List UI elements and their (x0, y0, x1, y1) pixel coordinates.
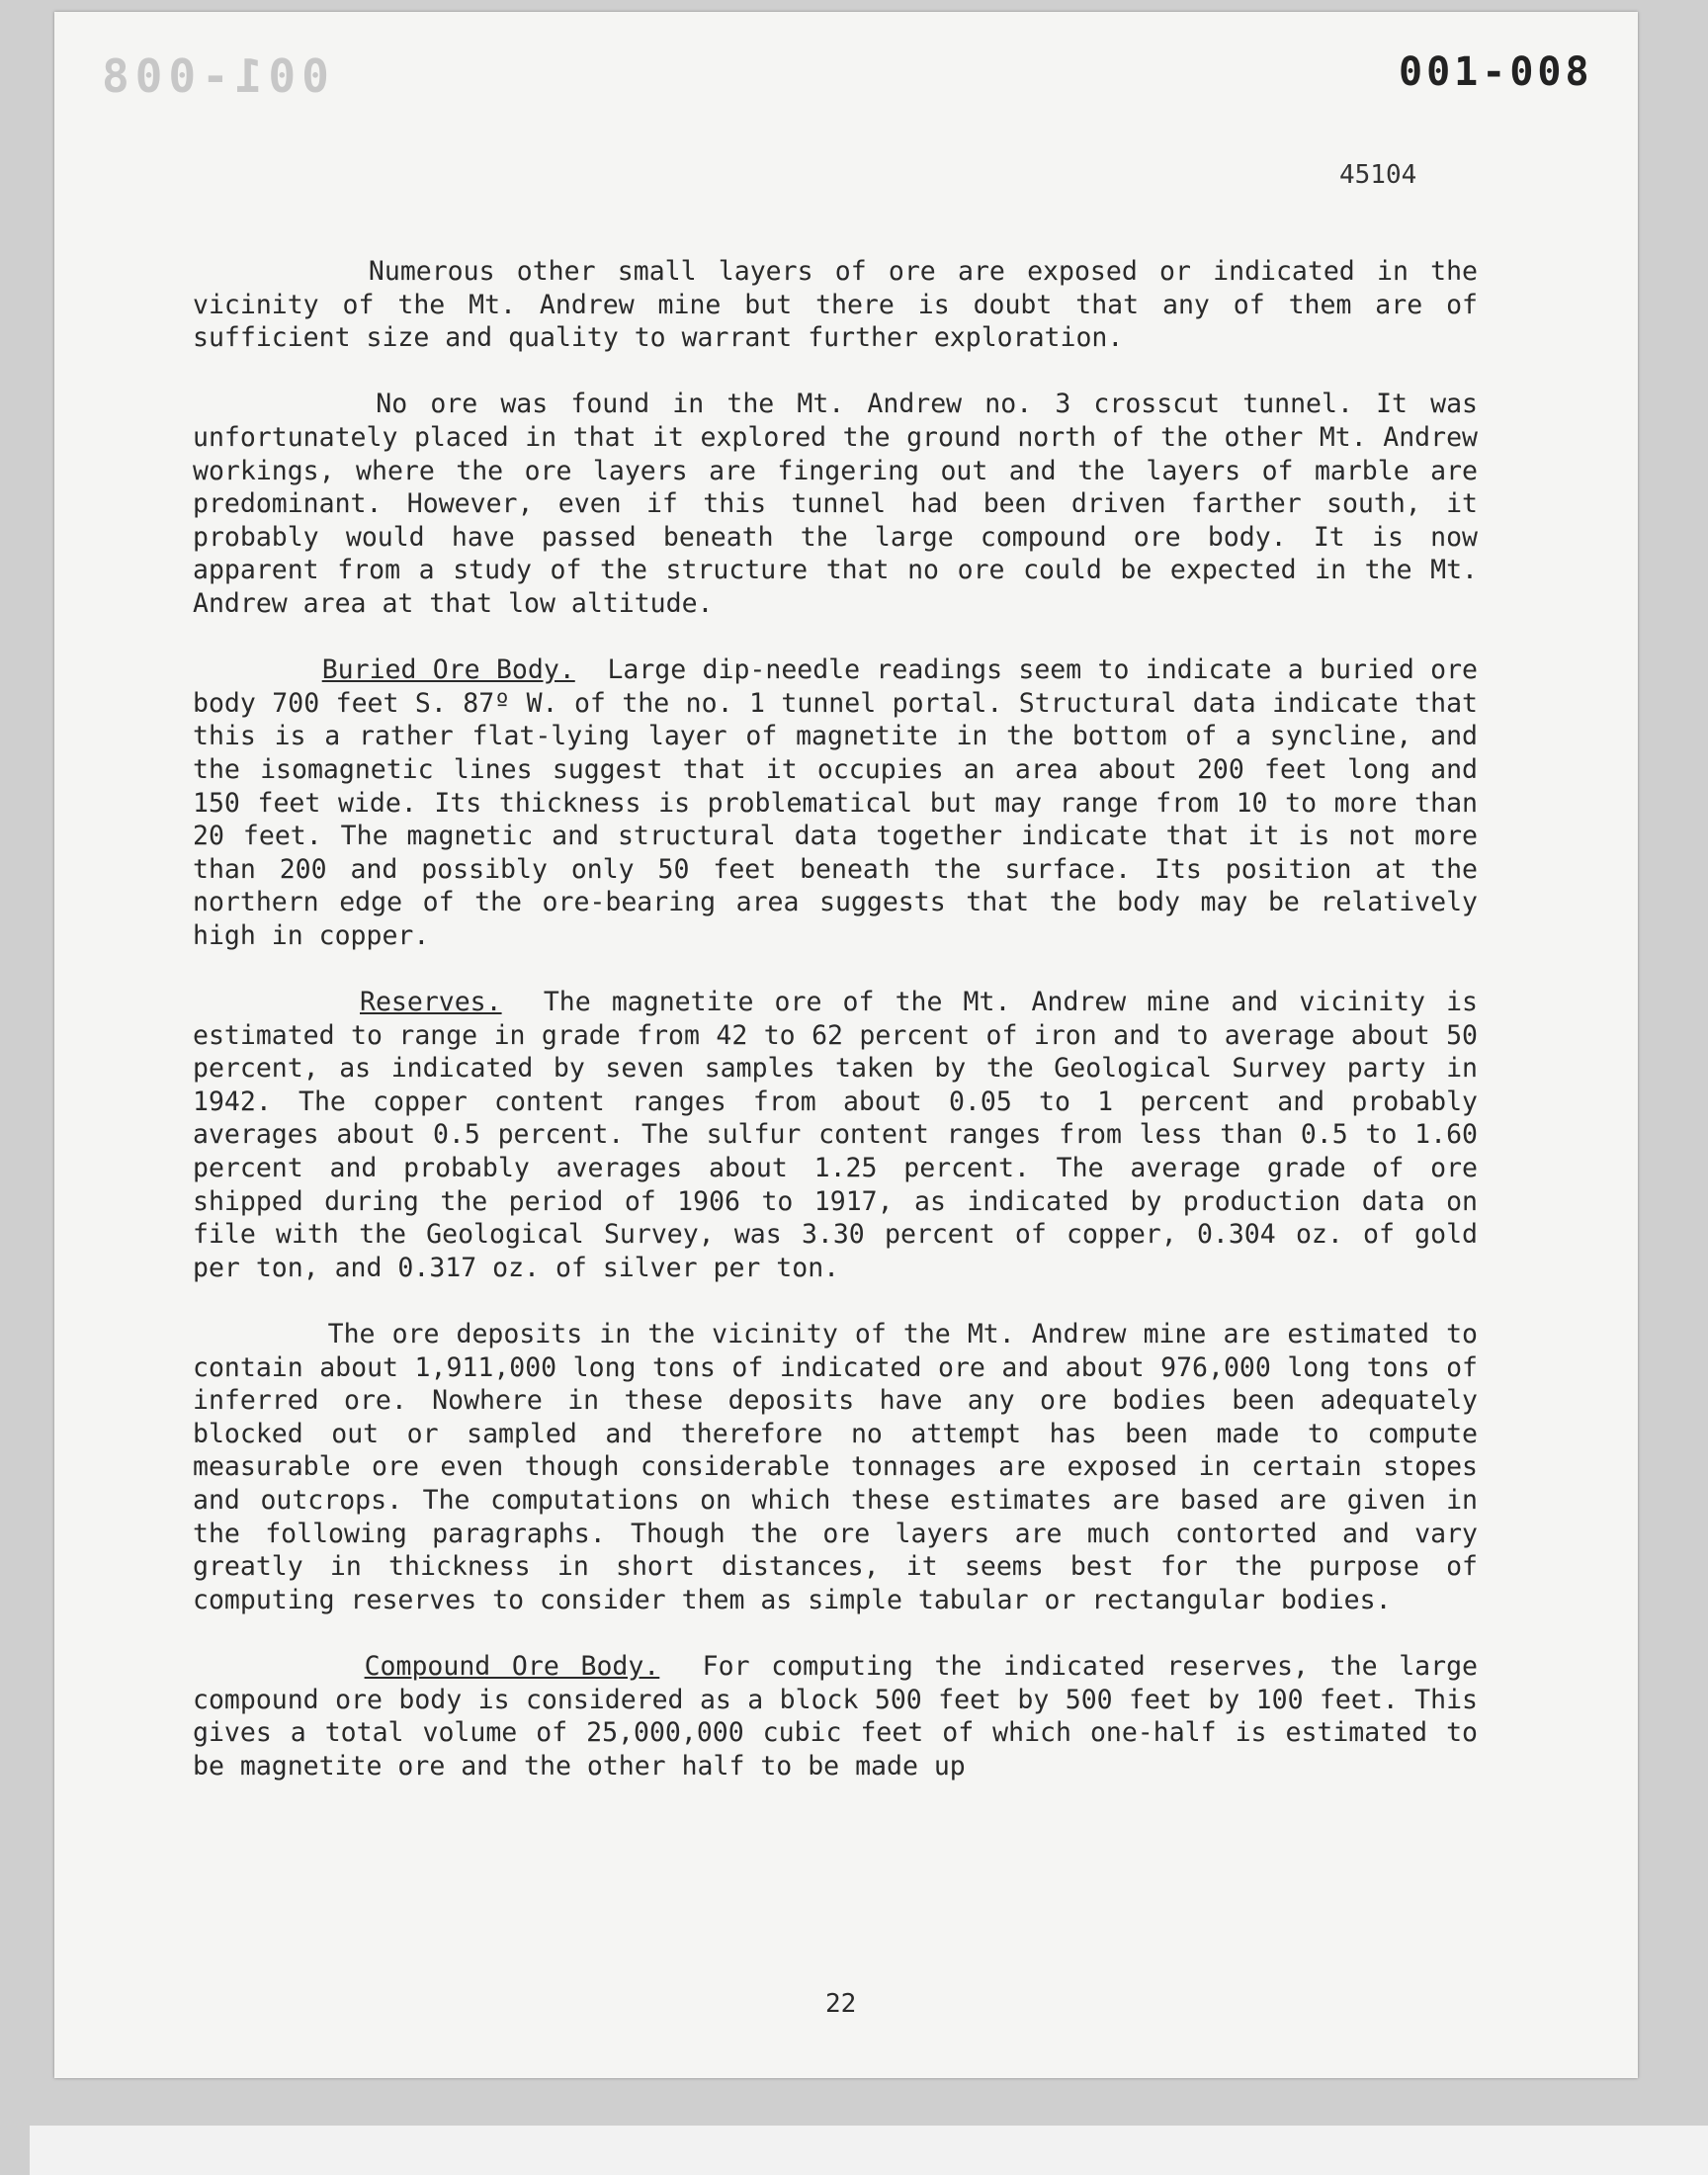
paragraph (193, 653, 1494, 952)
paragraph-text: The magnetite ore of the Mt. Andrew mine and vicinity is estimated to range in grade from 42 to 62 percent of iron and to average about 50 percent, as indicated by seven samples taken by the Geological Survey party in 1942. The copper content ranges from about 0.05 to 1 percent and probably averages about 0.5 percent. The sulfur content ranges from less than 0.5 to 1.60 percent and probably averages about 1.25 percent. The average grade of ore shipped during the period of 1906 to 1917, as indicated by production data on file with the Geological Survey, was 3.30 percent of copper, 0.304 oz. of gold per ton, and 0.317 oz. of silver per ton. (193, 987, 1494, 1283)
paragraph (193, 1650, 1494, 1783)
paragraph (193, 255, 1494, 355)
paragraph-text: Numerous other small layers of ore are exposed or indicated in the vicinity of the Mt. Andrew mine but there is doubt that any of them are of sufficient size and quality to warrant further exploration. (193, 256, 1494, 354)
paragraph (193, 986, 1494, 1284)
section-heading: Buried Ore Body. (321, 654, 575, 686)
file-number: 45104 (1339, 160, 1417, 190)
paragraph-text: No ore was found in the Mt. Andrew no. 3 crosscut tunnel. It was unfortunately placed in that it explored the ground north of the other Mt. Andrew workings, where the ore layers are fingering out and the layers of marble are predominant. However, even if this tunnel had been driven farther south, it probably would have passed beneath the large compound ore body. It is now apparent from a study of the structure that no ore could be expected in the Mt. Andrew area at that low altitude. (193, 389, 1494, 619)
page-number: 22 (825, 1989, 857, 2019)
section-heading: Reserves. (360, 987, 502, 1018)
paragraph-text: The ore deposits in the vicinity of the Mt. Andrew mine are estimated to contain about 1,911,000 long tons of indicated ore and about 976,000 long tons of inferred ore. Nowhere in these deposits have any ore bodies been adequately blocked out or sampled and therefore no attempt has been made to compute measurable ore even though considerable tonnages are exposed in certain stopes and outcrops. The computations on which these estimates are based are given in the following paragraphs. Though the ore layers are much contorted and vary greatly in thickness in short distances, it seems best for the purpose of computing reserves to consider them as simple tabular or rectangular bodies. (193, 1319, 1494, 1615)
section-heading: Compound Ore Body. (364, 1650, 660, 1682)
paragraph (193, 388, 1494, 620)
document-stamp-number: 001-008 (1399, 49, 1593, 95)
body-text (193, 255, 1494, 1816)
paragraph-text: Large dip-needle readings seem to indicate a buried ore body 700 feet S. 87º W. of the no. 1 tunnel portal. Structural data indicate that this is a rather flat-lying layer of magnetite in the bottom of a syncline, and the isomagnetic lines suggest that it occupies an area about 200 feet long and 150 feet wide. Its thickness is problematical but may range from 10 to more than 20 feet. The magnetic and structural data together indicate that it is not more than 200 and possibly only 50 feet beneath the surface. Its position at the northern edge of the ore-bearing area suggests that the body may be relatively high in copper. (193, 654, 1494, 951)
bleed-through-stamp: 001-008 (96, 49, 329, 103)
scanner-edge (30, 2126, 1708, 2175)
paragraph-text: For computing the indicated reserves, the large compound ore body is considered as a block 500 feet by 500 feet by 100 feet. This gives a total volume of 25,000,000 cubic feet of which one-half is estimated to be magnetite ore and the other half to be made up (193, 1650, 1494, 1782)
paragraph (193, 1318, 1494, 1616)
